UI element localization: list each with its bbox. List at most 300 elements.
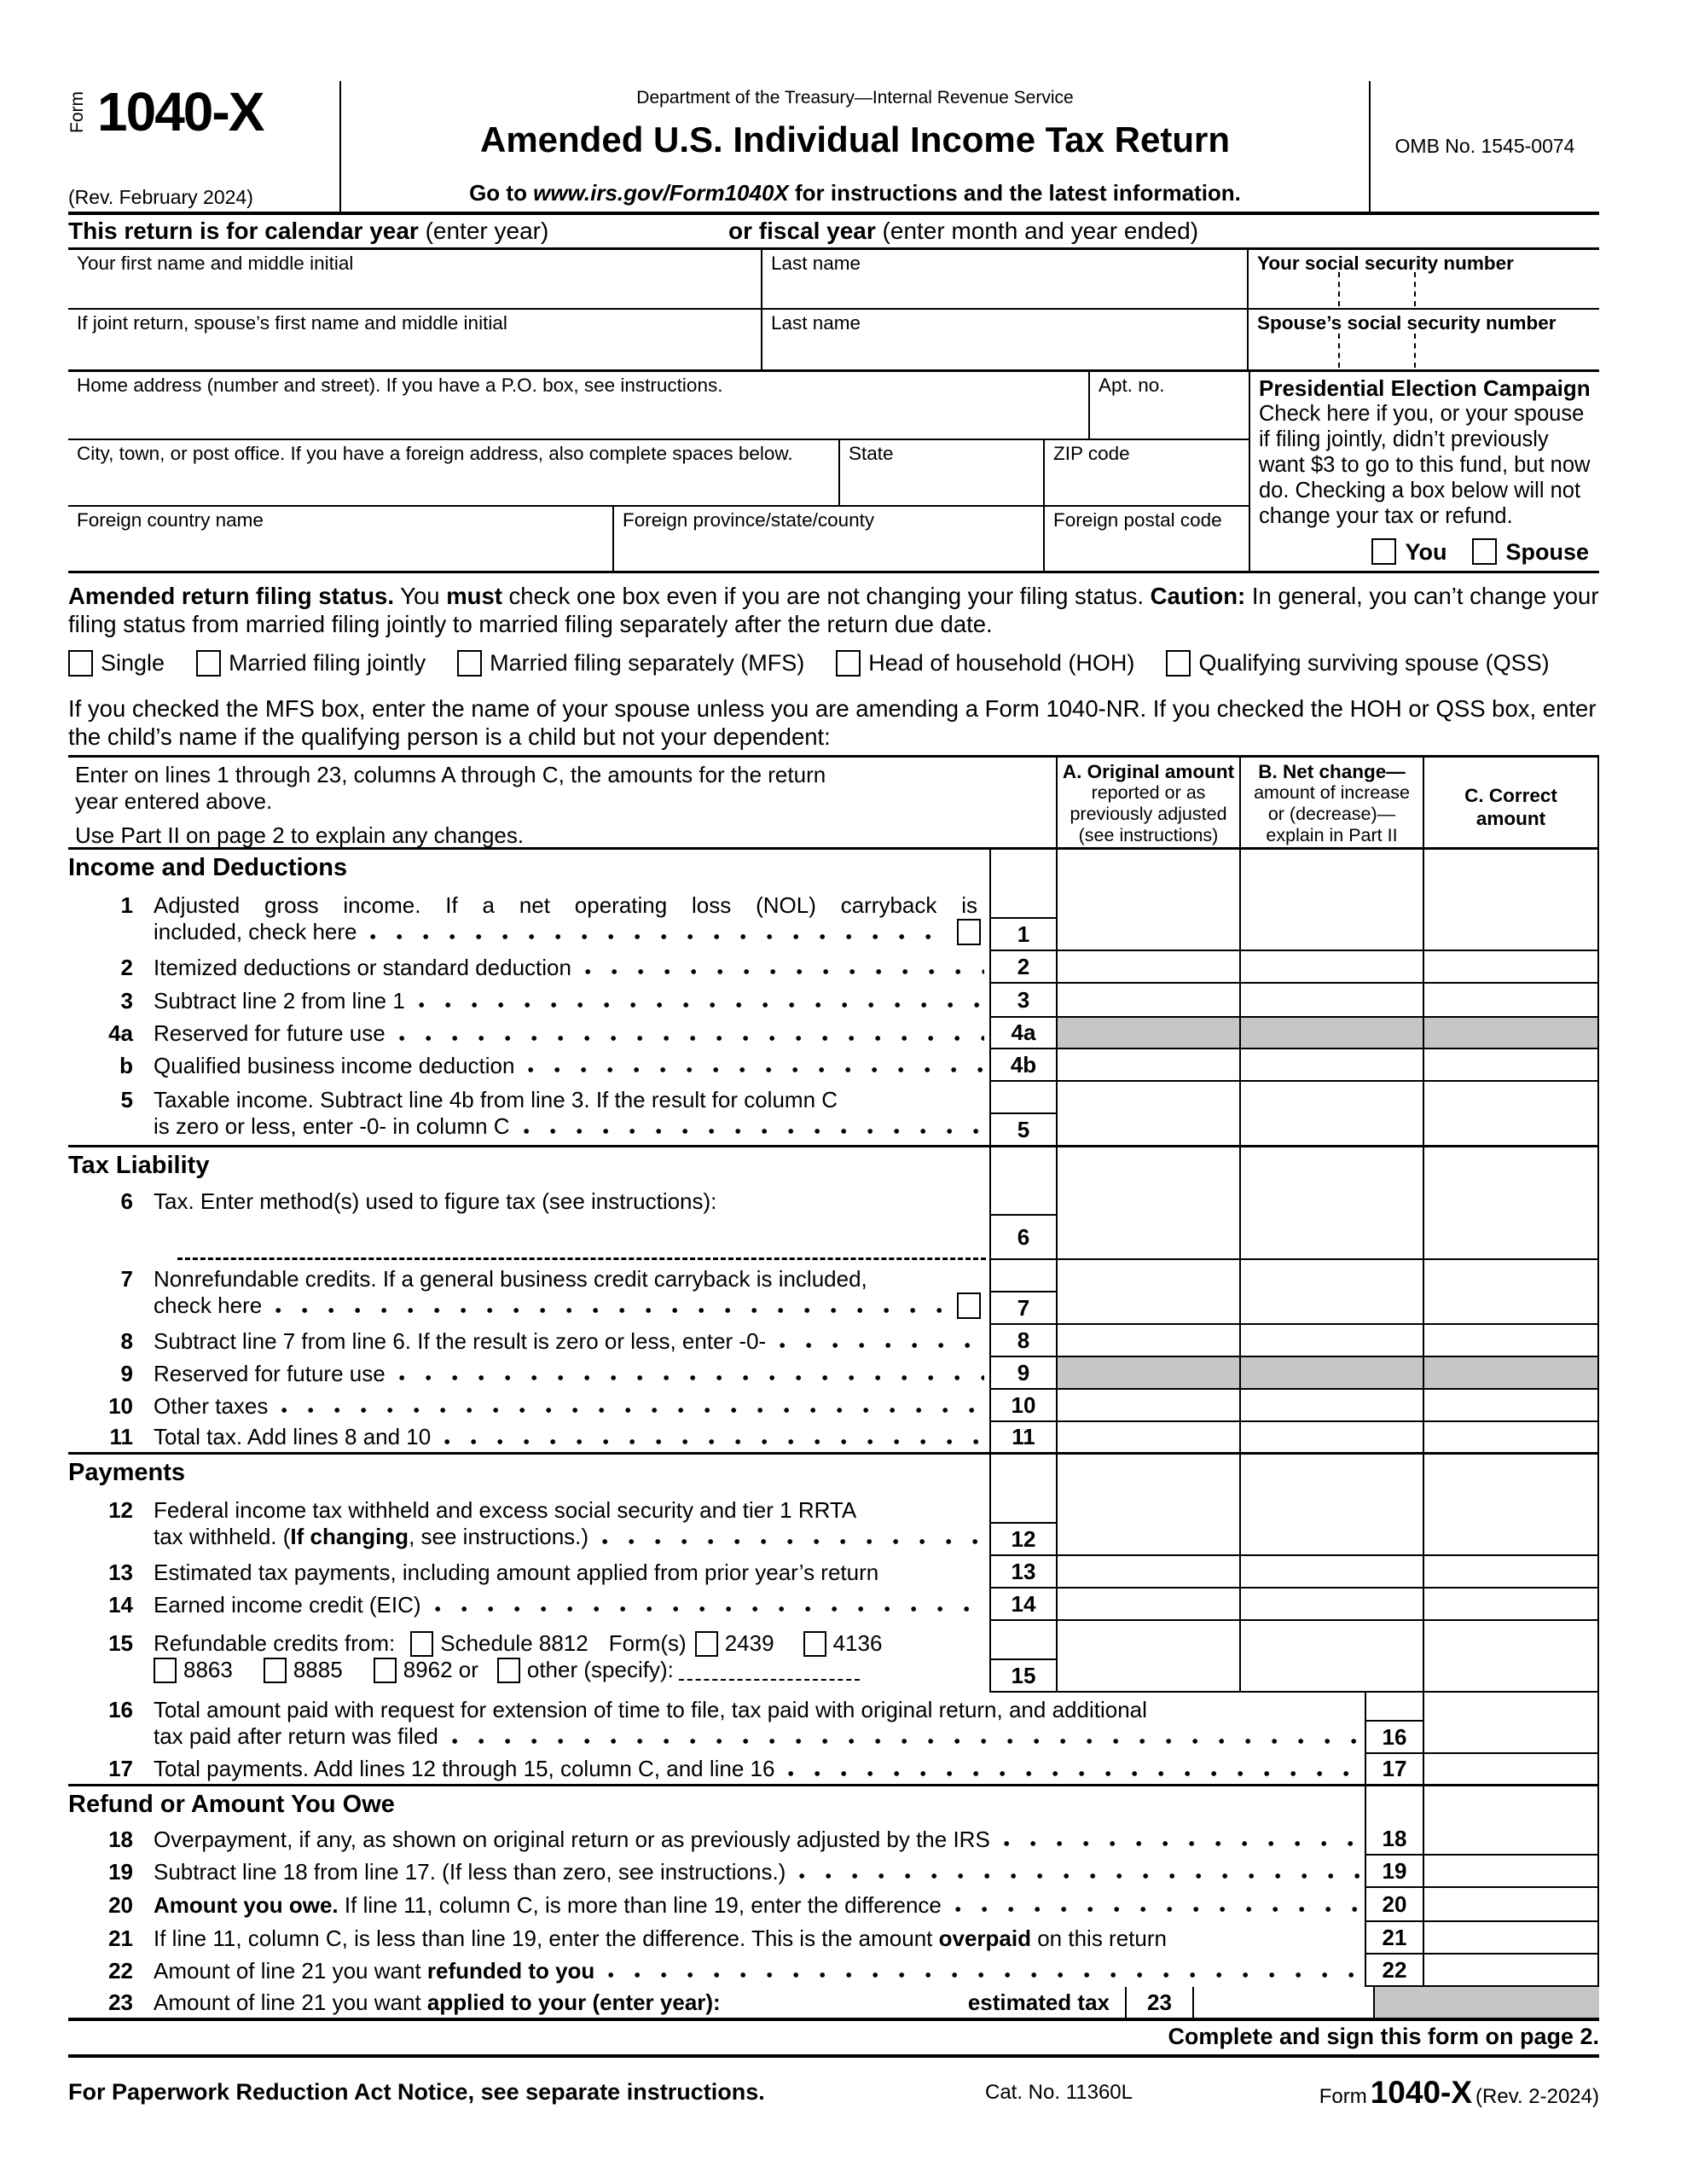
line-number: 14 xyxy=(108,1591,133,1618)
column-c-title: amount xyxy=(1475,808,1546,829)
zip-field[interactable]: ZIP code xyxy=(1053,443,1130,464)
form-revision: (Rev. February 2024) xyxy=(68,186,253,208)
presidential-text-line: if filing jointly, didn’t previously xyxy=(1259,427,1549,451)
your-ssn-field[interactable] xyxy=(1249,250,1599,308)
spouse-checkbox[interactable] xyxy=(1472,538,1497,565)
line-15-intro: Refundable credits from: xyxy=(154,1630,396,1656)
line-16-text1: Total amount paid with request for extension of time to file, tax paid with original return, and additional xyxy=(154,1697,1147,1722)
line-15-col-b[interactable] xyxy=(1241,1621,1424,1693)
column-a-sub: (see instructions) xyxy=(1078,825,1219,845)
line-6-col-c[interactable] xyxy=(1424,1184,1599,1260)
line-number: 4a xyxy=(108,1020,133,1046)
line-number: 16 xyxy=(108,1697,133,1722)
filing-seg1: You xyxy=(393,583,447,609)
filing-status-lead: Amended return filing status. xyxy=(68,583,394,609)
line-5-description xyxy=(68,1082,989,1145)
line-3-col-b[interactable] xyxy=(1241,984,1424,1018)
married-jointly-checkbox[interactable] xyxy=(196,650,221,677)
estimated-tax-label: estimated tax xyxy=(967,1989,1110,2015)
line-1-description xyxy=(68,886,989,951)
line-8-col-b[interactable] xyxy=(1241,1325,1424,1357)
line-1-col-c[interactable] xyxy=(1424,886,1599,951)
table-intro xyxy=(68,758,1058,853)
line-22-text1: Amount of line 21 you want xyxy=(154,1957,427,1984)
footer-rule xyxy=(68,2054,1599,2058)
line-number: 8 xyxy=(120,1327,133,1354)
line-7-description xyxy=(68,1260,989,1325)
column-a-sub: reported or as xyxy=(1091,782,1206,803)
line-2-text: Itemized deductions or standard deduction xyxy=(154,954,571,980)
line-number: 17 xyxy=(108,1756,133,1781)
line-7-col-a[interactable] xyxy=(1058,1260,1241,1325)
line-23-shaded-cell xyxy=(1373,1987,1599,2018)
line-19-col-c[interactable] xyxy=(1424,1856,1599,1888)
dot-leader xyxy=(419,999,984,1011)
line-number: 10 xyxy=(108,1392,133,1419)
line-13-col-b[interactable] xyxy=(1241,1556,1424,1589)
line-3-description xyxy=(68,984,989,1018)
filing-status-options xyxy=(68,650,1599,677)
line-14-col-a[interactable] xyxy=(1058,1589,1241,1621)
filing-seg2: check one box even if you are not changing your filing status. xyxy=(501,583,1151,609)
form-2439-checkbox[interactable] xyxy=(695,1631,718,1657)
name-row-taxpayer xyxy=(68,250,1599,310)
column-b-header xyxy=(1241,758,1424,853)
line-19-row xyxy=(68,1856,1599,1888)
line-6-col-a[interactable] xyxy=(1058,1184,1241,1260)
line-number: 19 xyxy=(108,1858,133,1885)
line-23-text1: Amount of line 21 you want xyxy=(154,1989,427,2015)
line-3-number-box: 3 xyxy=(989,984,1058,1018)
line-4a-row xyxy=(68,1018,1599,1049)
applied-to-year-label: applied to your (enter year): xyxy=(426,1989,721,2015)
ssn-separator xyxy=(1414,334,1416,368)
line-14-text: Earned income credit (EIC) xyxy=(154,1591,421,1618)
dot-leader xyxy=(780,1339,984,1351)
goto-url: www.irs.gov/Form1040X xyxy=(533,180,789,206)
line-4a-text: Reserved for future use xyxy=(154,1020,386,1046)
filing-status-section xyxy=(68,573,1599,751)
single-checkbox[interactable] xyxy=(68,650,93,677)
footer-form-word: Form xyxy=(1319,2085,1367,2108)
line-18-text: Overpayment, if any, as shown on original return or as previously adjusted by the IRS xyxy=(154,1826,990,1852)
form-4136-label: 4136 xyxy=(832,1630,883,1656)
mfs-note: If you checked the MFS box, enter the name of your spouse unless you are amending a Form 1040-NR. If you checked the HOH or QSS box, enter the child’s name if the qualifying person is a child but not your dependent: xyxy=(68,695,1597,750)
line-8-col-c[interactable] xyxy=(1424,1325,1599,1357)
line-1-text1: Adjusted gross income. If a net operating loss (NOL) carryback is xyxy=(154,892,977,918)
line-4a-col-c-reserved xyxy=(1424,1018,1599,1049)
footer-form-id xyxy=(1319,2075,1599,2111)
foreign-province-field[interactable]: Foreign province/state/county xyxy=(614,507,1045,571)
schedule-8812-label: Schedule 8812 xyxy=(440,1630,588,1656)
line-2-col-c[interactable] xyxy=(1424,951,1599,984)
overpaid-label: overpaid xyxy=(938,1925,1031,1951)
line-4a-col-a-reserved xyxy=(1058,1018,1241,1049)
dot-leader xyxy=(399,1032,984,1044)
line-2-col-a[interactable] xyxy=(1058,951,1241,984)
line-5-number-box: 5 xyxy=(989,1082,1058,1145)
line-8-text: Subtract line 7 from line 6. If the result is zero or less, enter -0- xyxy=(154,1327,767,1354)
dot-leader xyxy=(799,1870,1359,1882)
line-16-text2: tax paid after return was filed xyxy=(154,1723,438,1749)
line-9-col-c-reserved xyxy=(1424,1357,1599,1390)
married-separately-label: Married filing separately (MFS) xyxy=(490,650,805,676)
line-4b-col-c[interactable] xyxy=(1424,1049,1599,1082)
ssn-separator xyxy=(1338,334,1340,368)
line-5-col-c[interactable] xyxy=(1424,1082,1599,1145)
nol-carryback-checkbox[interactable] xyxy=(957,919,981,945)
line-12-col-a[interactable] xyxy=(1058,1491,1241,1556)
line-9-col-a-reserved xyxy=(1058,1357,1241,1390)
column-a-title: A. Original amount xyxy=(1062,761,1235,782)
presidential-text-line: change your tax or refund. xyxy=(1259,504,1513,528)
qualifying-spouse-checkbox[interactable] xyxy=(1166,650,1191,677)
line-17-text: Total payments. Add lines 12 through 15, column C, and line 16 xyxy=(154,1756,775,1781)
line-12-if-changing: If changing xyxy=(290,1524,409,1549)
line-12-col-b[interactable] xyxy=(1241,1491,1424,1556)
line-15-row xyxy=(68,1621,1599,1693)
line-19-description xyxy=(68,1856,1365,1888)
line-6-row xyxy=(68,1184,1599,1260)
line-5-text1: Taxable income. Subtract line 4b from line 3. If the result for column C xyxy=(154,1087,838,1112)
column-b-sub: amount of increase xyxy=(1254,782,1410,803)
calendar-year-hint[interactable]: (enter year) xyxy=(418,218,549,244)
line-23-row xyxy=(68,1987,1599,2021)
home-address-field[interactable]: Home address (number and street). If you have a P.O. box, see instructions. xyxy=(68,372,1090,439)
business-credit-carryback-checkbox[interactable] xyxy=(957,1292,981,1319)
dot-leader xyxy=(524,1125,984,1137)
table-intro-line2: year entered above. xyxy=(75,788,273,814)
line-18-description xyxy=(68,1823,1365,1856)
form-8962-checkbox[interactable] xyxy=(374,1658,397,1683)
form-8863-label: 8863 xyxy=(183,1657,233,1682)
line-14-col-b[interactable] xyxy=(1241,1589,1424,1621)
line-5-col-b[interactable] xyxy=(1241,1082,1424,1145)
line-5-row xyxy=(68,1082,1599,1147)
line-12-text2: tax withheld. ( xyxy=(154,1524,291,1549)
dot-leader xyxy=(370,931,952,943)
line-number: 11 xyxy=(109,1424,133,1449)
line-21-description xyxy=(68,1922,1365,1955)
line-2-number-box: 2 xyxy=(989,951,1058,984)
line-number: 1 xyxy=(120,892,133,918)
first-name-field[interactable]: Your first name and middle initial xyxy=(68,250,762,308)
line-22-col-c[interactable] xyxy=(1424,1955,1599,1987)
line-6-number-box: 6 xyxy=(989,1184,1058,1260)
line-number: 15 xyxy=(108,1630,133,1656)
column-c-title: C. Correct xyxy=(1464,785,1557,806)
line-8-col-a[interactable] xyxy=(1058,1325,1241,1357)
dot-leader xyxy=(608,1969,1359,1981)
line-18-row xyxy=(68,1823,1599,1856)
line-15-description xyxy=(68,1621,989,1693)
line-1-col-a[interactable] xyxy=(1058,886,1241,951)
dot-leader xyxy=(955,1903,1359,1915)
section-income-deductions xyxy=(68,850,1599,886)
line-5-col-a[interactable] xyxy=(1058,1082,1241,1145)
line-14-number-box: 14 xyxy=(989,1589,1058,1621)
line-15-col-a[interactable] xyxy=(1058,1621,1241,1693)
line-2-description xyxy=(68,951,989,984)
line-12-row xyxy=(68,1491,1599,1556)
line-9-text: Reserved for future use xyxy=(154,1360,386,1386)
line-4b-col-a[interactable] xyxy=(1058,1049,1241,1082)
line-11-text: Total tax. Add lines 8 and 10 xyxy=(154,1424,432,1449)
line-15-col-c[interactable] xyxy=(1424,1621,1599,1693)
line-23-number-box: 23 xyxy=(1125,1987,1194,2018)
apt-no-field[interactable]: Apt. no. xyxy=(1099,375,1165,396)
dot-leader xyxy=(788,1768,1359,1780)
filing-must: must xyxy=(446,583,502,609)
line-16-row xyxy=(68,1693,1599,1754)
section-title: Tax Liability xyxy=(68,1152,210,1179)
qualifying-spouse-label: Qualifying surviving spouse (QSS) xyxy=(1198,650,1550,676)
column-b-sub: or (decrease)— xyxy=(1267,804,1396,824)
foreign-postal-field[interactable]: Foreign postal code xyxy=(1053,509,1222,531)
line-number: 2 xyxy=(120,954,133,980)
line-11-col-b[interactable] xyxy=(1241,1422,1424,1452)
form-4136-checkbox[interactable] xyxy=(803,1631,826,1657)
line-16-description xyxy=(68,1693,1365,1754)
line-9-description xyxy=(68,1357,989,1390)
line-1-col-b[interactable] xyxy=(1241,886,1424,951)
section-payments xyxy=(68,1455,1599,1491)
line-4a-description xyxy=(68,1018,989,1049)
fiscal-year-label: or fiscal year xyxy=(728,218,876,244)
line-4b-row xyxy=(68,1049,1599,1082)
line-7-text1: Nonrefundable credits. If a general business credit carryback is included, xyxy=(154,1266,867,1292)
line-20-text: If line 11, column C, is more than line 19, enter the difference xyxy=(338,1891,942,1918)
refunded-to-you-label: refunded to you xyxy=(426,1957,595,1984)
goto-instructions-line xyxy=(469,180,1241,206)
filing-status-paragraph xyxy=(68,582,1599,638)
dot-leader xyxy=(399,1372,984,1384)
form-8885-label: 8885 xyxy=(293,1657,343,1682)
line-4b-number-box: 4b xyxy=(989,1049,1058,1082)
column-a-sub: previously adjusted xyxy=(1070,804,1227,824)
address-block xyxy=(68,372,1599,573)
line-10-text: Other taxes xyxy=(154,1392,269,1419)
line-16-col-c[interactable] xyxy=(1424,1693,1599,1754)
section-title: Income and Deductions xyxy=(68,854,348,881)
state-field[interactable]: State xyxy=(840,440,1045,505)
line-number: 23 xyxy=(108,1989,133,2015)
omb-number: OMB No. 1545-0074 xyxy=(1369,81,1599,212)
dot-leader xyxy=(444,1436,984,1448)
dot-leader xyxy=(281,1404,984,1416)
other-specify-label: other (specify): xyxy=(526,1657,674,1682)
line-4b-description xyxy=(68,1049,989,1082)
form-8863-checkbox[interactable] xyxy=(154,1658,177,1683)
line-6-text: Tax. Enter method(s) used to figure tax (see instructions): xyxy=(154,1188,717,1214)
form-header xyxy=(68,81,1599,215)
line-11-col-a[interactable] xyxy=(1058,1422,1241,1452)
line-8-number-box: 8 xyxy=(989,1325,1058,1357)
line-23-description xyxy=(68,1987,1125,2018)
line-number: b xyxy=(119,1052,133,1078)
table-intro-line1: Enter on lines 1 through 23, columns A through C, the amounts for the return xyxy=(75,762,826,787)
line-18-col-c[interactable] xyxy=(1424,1823,1599,1856)
line-9-row xyxy=(68,1357,1599,1390)
section-title: Refund or Amount You Owe xyxy=(68,1791,395,1818)
name-row-spouse xyxy=(68,310,1599,372)
head-of-household-label: Head of household (HOH) xyxy=(868,650,1135,676)
line-3-text: Subtract line 2 from line 1 xyxy=(154,987,405,1014)
line-21-number-box: 21 xyxy=(1365,1922,1424,1955)
line-1-text2: included, check here xyxy=(154,919,357,944)
line-20-description xyxy=(68,1888,1365,1922)
line-22-number-box: 22 xyxy=(1365,1955,1424,1987)
department-line: Department of the Treasury—Internal Revenue Service xyxy=(636,88,1074,107)
fiscal-year-hint[interactable]: (enter month and year ended) xyxy=(875,218,1199,244)
spouse-first-name-field[interactable]: If joint return, spouse’s first name and middle initial xyxy=(68,310,762,369)
line-number: 12 xyxy=(108,1497,133,1523)
line-4a-number-box: 4a xyxy=(989,1018,1058,1049)
line-22-description xyxy=(68,1955,1365,1987)
line-2-row xyxy=(68,951,1599,984)
single-label: Single xyxy=(101,650,165,676)
line-1-row xyxy=(68,886,1599,951)
line-11-col-c[interactable] xyxy=(1424,1422,1599,1452)
line-17-number-box: 17 xyxy=(1365,1754,1424,1784)
line-2-col-b[interactable] xyxy=(1241,951,1424,984)
spouse-ssn-label: Spouse’s social security number xyxy=(1257,312,1557,334)
line-10-number-box: 10 xyxy=(989,1390,1058,1422)
line-4b-text: Qualified business income deduction xyxy=(154,1052,515,1078)
line-13-description xyxy=(68,1556,989,1589)
line-number: 7 xyxy=(120,1266,133,1292)
goto-prefix: Go to xyxy=(469,180,534,206)
complete-sign-note: Complete and sign this form on page 2. xyxy=(1168,2024,1599,2049)
line-5-text2: is zero or less, enter -0- in column C xyxy=(154,1113,510,1139)
line-number: 18 xyxy=(108,1826,133,1852)
line-10-col-c[interactable] xyxy=(1424,1390,1599,1422)
line-14-description xyxy=(68,1589,989,1621)
line-3-col-c[interactable] xyxy=(1424,984,1599,1018)
dot-leader xyxy=(602,1536,984,1548)
column-c-header xyxy=(1424,758,1599,853)
line-4b-col-b[interactable] xyxy=(1241,1049,1424,1082)
line-21-row xyxy=(68,1922,1599,1955)
line-13-text: Estimated tax payments, including amount applied from prior year’s return xyxy=(154,1559,879,1585)
schedule-8812-checkbox[interactable] xyxy=(410,1631,433,1657)
line-10-col-a[interactable] xyxy=(1058,1390,1241,1422)
last-name-field[interactable]: Last name xyxy=(762,250,1249,308)
table-intro-line3: Use Part II on page 2 to explain any changes. xyxy=(75,822,525,848)
presidential-text-line: want $3 to go to this fund, but now xyxy=(1259,453,1591,477)
line-6-col-b[interactable] xyxy=(1241,1184,1424,1260)
form-8885-checkbox[interactable] xyxy=(264,1658,287,1683)
line-23-entry[interactable] xyxy=(1194,1987,1373,2018)
footer-form-number: 1040-X xyxy=(1370,2075,1473,2110)
line-16-number-box: 16 xyxy=(1365,1693,1424,1754)
line-21-text1: If line 11, column C, is less than line 19, enter the difference. This is the amount xyxy=(154,1925,939,1951)
line-8-row xyxy=(68,1325,1599,1357)
line-12-text2-post: , see instructions.) xyxy=(409,1524,589,1549)
ssn-separator xyxy=(1338,272,1340,306)
form-title: Amended U.S. Individual Income Tax Return xyxy=(479,119,1231,160)
line-number: 20 xyxy=(108,1891,133,1918)
form-title-block xyxy=(341,81,1369,212)
presidential-election-panel xyxy=(1249,372,1599,571)
form-8962-label: 8962 or xyxy=(403,1657,478,1682)
line-13-number-box: 13 xyxy=(989,1556,1058,1589)
line-20-col-c[interactable] xyxy=(1424,1888,1599,1922)
footer-row xyxy=(68,2075,1599,2112)
line-19-number-box: 19 xyxy=(1365,1856,1424,1888)
line-number: 6 xyxy=(120,1188,133,1214)
line-9-number-box: 9 xyxy=(989,1357,1058,1390)
foreign-country-field[interactable]: Foreign country name xyxy=(68,507,614,571)
line-number: 9 xyxy=(120,1360,133,1386)
head-of-household-checkbox[interactable] xyxy=(836,650,861,677)
line-number: 3 xyxy=(120,987,133,1014)
line-10-col-b[interactable] xyxy=(1241,1390,1424,1422)
line-12-col-c[interactable] xyxy=(1424,1491,1599,1556)
line-13-row xyxy=(68,1556,1599,1589)
line-11-description xyxy=(68,1422,989,1452)
spouse-last-name-field[interactable]: Last name xyxy=(762,310,1249,369)
line-number: 5 xyxy=(120,1087,133,1112)
line-21-text2: on this return xyxy=(1031,1925,1167,1951)
line-21-col-c[interactable] xyxy=(1424,1922,1599,1955)
line-20-row xyxy=(68,1888,1599,1922)
line-1-number-box: 1 xyxy=(989,886,1058,951)
form-2439-label: 2439 xyxy=(724,1630,774,1656)
your-ssn-label: Your social security number xyxy=(1257,253,1514,274)
line-7-col-b[interactable] xyxy=(1241,1260,1424,1325)
married-separately-checkbox[interactable] xyxy=(457,650,482,677)
line-17-col-c[interactable] xyxy=(1424,1754,1599,1784)
section-title: Payments xyxy=(68,1459,186,1486)
form-number: 1040-X xyxy=(97,81,264,142)
line-7-number-box: 7 xyxy=(989,1260,1058,1325)
other-checkbox[interactable] xyxy=(497,1658,520,1683)
filing-seg3: In general, you can’t change your filing status from married filing jointly to married filing separately after the return due date. xyxy=(68,583,1599,637)
line-7-col-c[interactable] xyxy=(1424,1260,1599,1325)
table-column-headers xyxy=(68,755,1599,850)
presidential-title: Presidential Election Campaign xyxy=(1259,375,1591,401)
line-6-description xyxy=(68,1184,989,1260)
line-17-description xyxy=(68,1754,1365,1784)
goto-suffix: for instructions and the latest information. xyxy=(788,180,1241,206)
line-13-col-a[interactable] xyxy=(1058,1556,1241,1589)
catalog-number: Cat. No. 11360L xyxy=(985,2081,1133,2104)
paperwork-notice: For Paperwork Reduction Act Notice, see separate instructions. xyxy=(68,2079,765,2105)
you-checkbox[interactable] xyxy=(1371,538,1396,565)
line-7-text2: check here xyxy=(154,1292,263,1318)
dot-leader xyxy=(275,1304,952,1316)
dot-leader xyxy=(585,966,984,978)
line-22-row xyxy=(68,1955,1599,1987)
spouse-ssn-field[interactable] xyxy=(1249,310,1599,369)
line-13-col-c[interactable] xyxy=(1424,1556,1599,1589)
filing-caution: Caution: xyxy=(1150,583,1246,609)
form-word-vertical: Form xyxy=(67,91,87,133)
other-specify-entry-line[interactable] xyxy=(679,1660,860,1681)
presidential-text-line: Check here if you, or your spouse xyxy=(1259,402,1585,426)
section-refund-or-amount-owed xyxy=(68,1786,1599,1823)
line-15-number-box: 15 xyxy=(989,1621,1058,1693)
line-3-col-a[interactable] xyxy=(1058,984,1241,1018)
line-7-row xyxy=(68,1260,1599,1325)
footer-revision: (Rev. 2-2024) xyxy=(1475,2085,1599,2108)
line-12-description xyxy=(68,1491,989,1556)
line-number: 22 xyxy=(108,1957,133,1984)
forms-label: Form(s) xyxy=(608,1630,687,1656)
city-field[interactable]: City, town, or post office. If you have a foreign address, also complete spaces below. xyxy=(68,440,840,505)
line-14-col-c[interactable] xyxy=(1424,1589,1599,1621)
